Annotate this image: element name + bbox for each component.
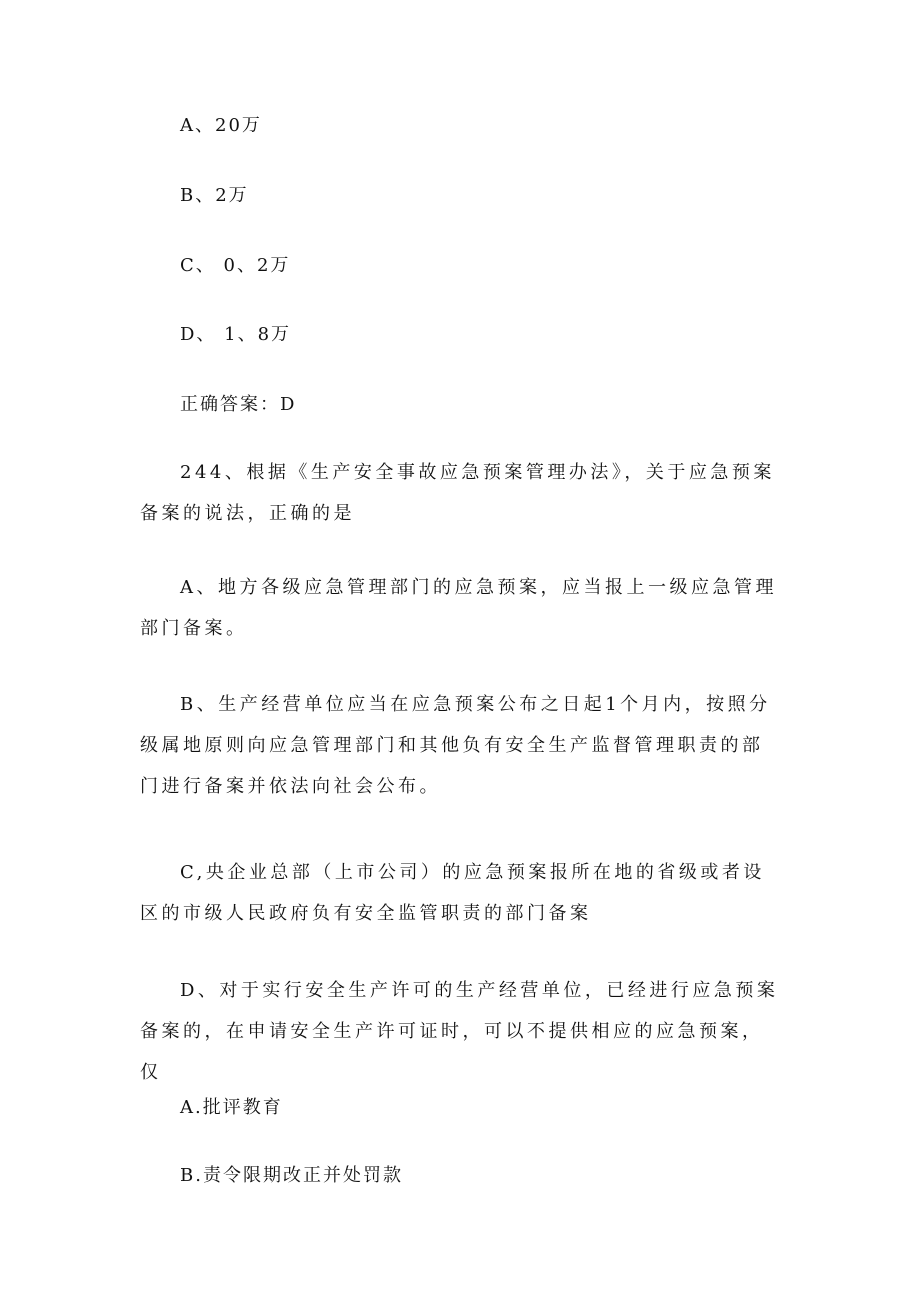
q243-option-d: D、 1、8万 — [180, 324, 292, 345]
q244-question: 244、根据《生产安全事故应急预案管理办法》，关于应急预案备案的说法，正确的是 — [140, 462, 775, 524]
q244-option-a: A、地方各级应急管理部门的应急预案，应当报上一级应急管理部门备案。 — [140, 577, 777, 639]
q244-option-d: D、对于实行安全生产许可的生产经营单位，已经进行应急预案备案的，在申请安全生产许可证时，可以不提供相应的应急预案，仅 — [140, 980, 779, 1083]
q244-option-c: C,央企业总部（上市公司）的应急预案报所在地的省级或者设区的市级人民政府负有安全监管职责的部门备案 — [140, 862, 765, 924]
q245-option-a: A.批评教育 — [180, 1097, 283, 1118]
q245-option-b: B.责令限期改正并处罚款 — [180, 1165, 403, 1186]
q243-option-a: A、20万 — [180, 115, 262, 136]
q243-option-c: C、 0、2万 — [180, 255, 291, 276]
q243-answer: 正确答案：D — [180, 394, 297, 415]
q243-option-b: B、2万 — [180, 185, 249, 206]
q244-option-b: B、生产经营单位应当在应急预案公布之日起1个月内，按照分级属地原则向应急管理部门和其他负有安全生产监督管理职责的部门进行备案并依法向社会公布。 — [140, 694, 771, 797]
